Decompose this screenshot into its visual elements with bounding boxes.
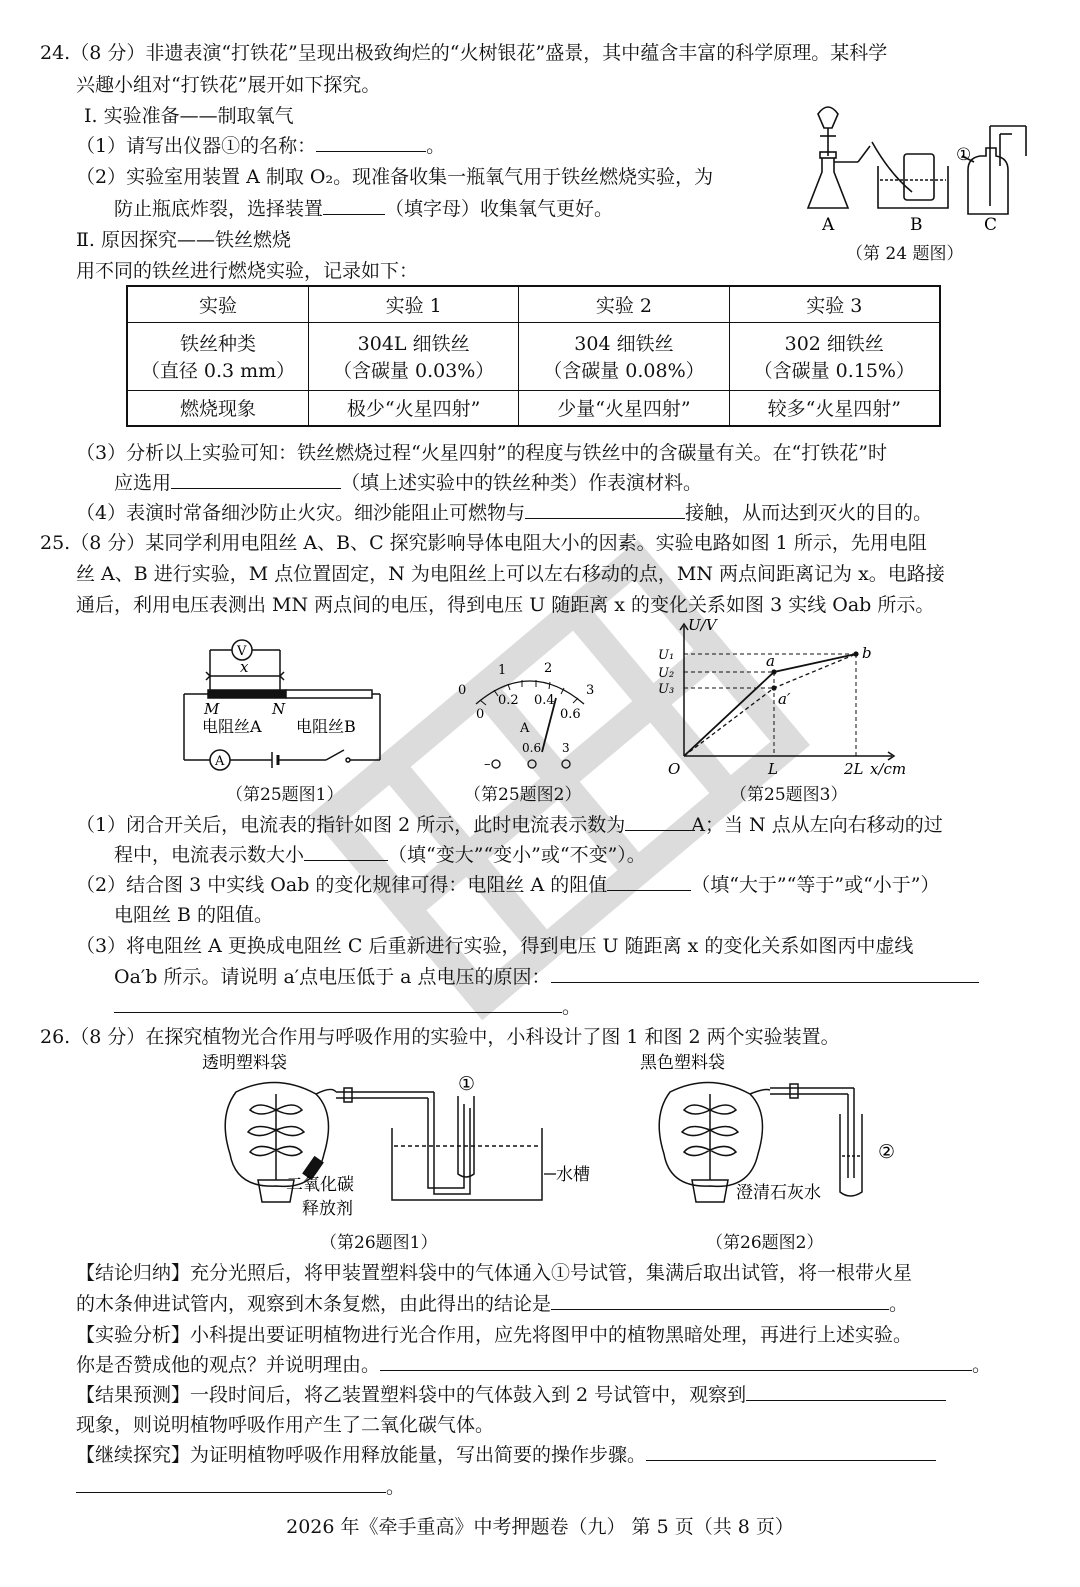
- q26-prediction-cont: 现象，则说明植物呼吸作用产生了二氧化碳气体。: [76, 1414, 495, 1436]
- point-b: [853, 651, 858, 656]
- q26-conclusion-cont: [76, 1291, 908, 1317]
- voltmeter-label: V: [237, 644, 247, 659]
- dial-arc: [476, 681, 584, 704]
- q24-part4: [76, 500, 932, 526]
- q24-part1: [76, 133, 445, 159]
- gas-bottle-icon: [968, 148, 1008, 214]
- x-tick-label: 2L: [844, 760, 864, 778]
- q25-fig3-caption: （第25题图3）: [730, 785, 848, 805]
- q24-part4-text: （4）表演时常备细沙防止火灾。细沙能阻止可燃物与: [76, 502, 526, 524]
- q24-part2-cont: [114, 196, 613, 222]
- answer-blank-q25-5[interactable]: [114, 994, 562, 1013]
- answer-blank-q25-3[interactable]: [607, 872, 691, 891]
- table-header-cell: 实验: [127, 286, 309, 322]
- q24-part3-cont: [114, 470, 702, 496]
- q25-line2: 丝 A、B 进行实验，M 点位置固定，N 为电阻丝上可以左右移动的点，MN 两点间距离记为 x。电路接: [76, 563, 945, 585]
- q25-circuit-figure: [176, 632, 396, 778]
- page-footer: 2026 年《牵手重高》中考押题卷（九） 第 5 页（共 8 页）: [286, 1516, 794, 1538]
- fig-label-a: A: [822, 215, 835, 235]
- fig-label-1: ①: [956, 145, 972, 165]
- limewater-label: 澄清石灰水: [736, 1183, 821, 1203]
- q26-analysis: 【实验分析】小科提出要证明植物进行光合作用，应先将图甲中的植物黑暗处理，再进行上述实验。: [76, 1324, 913, 1346]
- q25-part3-cont: [114, 964, 979, 990]
- q24-record-table: [126, 285, 941, 427]
- co2-releaser-label: 二氧化碳: [286, 1175, 354, 1195]
- q26-fig1-caption: （第26题图1）: [320, 1233, 438, 1253]
- wire-a-label: 电阻丝A: [202, 717, 262, 736]
- q25-part3-text: Oa′b 所示。请说明 a′点电压低于 a 点电压的原因：: [114, 966, 551, 988]
- cell-line: （含碳量 0.03%）: [332, 360, 495, 382]
- x-tick-label: L: [768, 760, 778, 778]
- water-tank-label: 水槽: [556, 1165, 590, 1185]
- fig-label-c: C: [984, 215, 998, 235]
- row-label-line: 铁丝种类: [179, 333, 256, 355]
- point-a: [771, 669, 776, 674]
- test-tube-2-icon: [840, 1114, 862, 1196]
- point-m-label: M: [204, 700, 220, 718]
- answer-blank-q26-5[interactable]: [76, 1474, 386, 1493]
- q26-fig2-apparatus: [640, 1046, 930, 1226]
- conical-flask-icon: [808, 158, 848, 208]
- q25-fig1-caption: （第25题图1）: [226, 785, 344, 805]
- water-tank-icon: [392, 1128, 542, 1200]
- q24-part1-end: 。: [426, 135, 446, 157]
- q26-heading: 26.（8 分）在探究植物光合作用与呼吸作用的实验中，小科设计了图 1 和图 2 两个实验装置。: [40, 1026, 840, 1048]
- table-cell: [729, 322, 940, 390]
- answer-blank-q25-2[interactable]: [304, 842, 388, 861]
- answer-blank-q26-1[interactable]: [551, 1291, 889, 1310]
- cell-line: 304 细铁丝: [574, 333, 674, 355]
- table-cell: 较多“火星四射”: [729, 390, 940, 426]
- cell-line: 304L 细铁丝: [357, 333, 470, 355]
- q24-heading: 24.（8 分）非遗表演“打铁花”呈现出极致绚烂的“火树银花”盛景，其中蕴含丰富的科学原理。某科学: [40, 42, 888, 64]
- answer-blank-q24-4[interactable]: [525, 500, 685, 519]
- answer-blank-q26-2[interactable]: [380, 1352, 972, 1371]
- answer-blank-q24-2[interactable]: [323, 196, 385, 215]
- q25-part2-text: （2）结合图 3 中实线 Oab 的变化规律可得：电阻丝 A 的阻值: [76, 874, 608, 896]
- q25-part2: [76, 872, 940, 898]
- switch-icon: [326, 750, 344, 760]
- dial-bottom-label: 0.6: [560, 707, 581, 722]
- wire-b-label: 电阻丝B: [296, 717, 356, 736]
- q25-part2-cont: 电阻丝 B 的阻值。: [114, 904, 274, 926]
- q26-fig1-apparatus: [196, 1054, 606, 1226]
- q24-section2-title: Ⅱ. 原因探究——铁丝燃烧: [76, 229, 291, 251]
- dial-top-label: 1: [498, 663, 507, 678]
- q24-part3: （3）分析以上实验可知：铁丝燃烧过程“火星四射”的程度与铁丝中的含碳量有关。在“打铁花”时: [76, 442, 887, 464]
- q26-further-line2: [76, 1474, 405, 1500]
- q24-part4-end: 接触，从而达到灭火的目的。: [685, 502, 933, 524]
- q24-part1-text: （1）请写出仪器①的名称：: [76, 135, 317, 157]
- q26-analysis-cont: [76, 1352, 991, 1378]
- q26-conclusion-end: 。: [889, 1293, 909, 1315]
- clamp-icon: [344, 1088, 352, 1102]
- funnel-icon: [818, 107, 838, 128]
- dial-bottom-label: 0: [476, 707, 485, 722]
- table-cell: [519, 322, 729, 390]
- q26-conclusion: 【结论归纳】充分光照后，将甲装置塑料袋中的气体通入①号试管，集满后取出试管，将一根带火星: [76, 1262, 913, 1284]
- q25-line3: 通后，利用电压表测出 MN 两点间的电压，得到电压 U 随距离 x 的变化关系如图 3 实线 Oab 所示。: [76, 594, 935, 616]
- q24-heading-cont: 兴趣小组对“打铁花”展开如下探究。: [76, 74, 381, 96]
- black-bag-label: 黑色塑料袋: [640, 1053, 725, 1073]
- origin-label: O: [668, 760, 681, 778]
- answer-blank-q24-1[interactable]: [316, 133, 426, 152]
- terminal-label: 3: [562, 741, 570, 755]
- q25-ammeter-dial-figure: [450, 652, 610, 778]
- ammeter-label: A: [215, 754, 225, 769]
- cell-line: （含碳量 0.08%）: [543, 360, 705, 382]
- row-label-line: （直径 0.3 mm）: [140, 360, 296, 382]
- distance-label: x: [240, 658, 249, 676]
- q24-figure-caption: （第 24 题图）: [846, 244, 964, 264]
- wire-a-icon: [208, 690, 286, 698]
- y-tick-label: U₁: [658, 648, 675, 663]
- table-row-label: 燃烧现象: [127, 390, 309, 426]
- q25-part1-end: （填“变大”“变小”或“不变”）。: [388, 844, 646, 866]
- q25-fig2-caption: （第25题图2）: [464, 785, 582, 805]
- table-row-label: [127, 322, 309, 390]
- cell-line: （含碳量 0.15%）: [753, 360, 915, 382]
- tube-2-label: ②: [878, 1141, 896, 1163]
- tube-1-label: ①: [458, 1073, 476, 1095]
- terminal-label: –: [484, 757, 491, 772]
- q25-voltage-graph-figure: [656, 616, 926, 780]
- test-tube-1-icon: [458, 1096, 474, 1177]
- q25-part1-text2: 程中，电流表示数大小: [114, 844, 305, 866]
- y-tick-label: U₂: [658, 666, 675, 681]
- answer-blank-q24-3[interactable]: [171, 470, 341, 489]
- point-label: a: [766, 652, 775, 670]
- dial-bottom-label: 0.4: [534, 693, 555, 708]
- q25-part1-text: （1）闭合开关后，电流表的指针如图 2 所示，此时电流表示数为: [76, 814, 626, 836]
- q24-part2-end: （填字母）收集氧气更好。: [385, 198, 614, 220]
- q24-section1-title: Ⅰ. 实验准备——制取氧气: [84, 105, 294, 127]
- q26-analysis-text: 你是否赞成他的观点？并说明理由。: [76, 1354, 381, 1376]
- q25-line1: 25.（8 分）某同学利用电阻丝 A、B、C 探究影响导体电阻大小的因素。实验电路如图 1 所示，先用电阻: [40, 532, 927, 554]
- co2-releaser-label2: 释放剂: [302, 1199, 353, 1219]
- y-tick-label: U₃: [658, 682, 675, 697]
- clamp-icon: [790, 1084, 798, 1098]
- q24-table-intro: 用不同的铁丝进行燃烧实验，记录如下：: [76, 260, 419, 282]
- point-n-label: N: [272, 700, 286, 718]
- black-bag-icon: [659, 1082, 762, 1186]
- q25-part3-line2: [114, 994, 581, 1020]
- x-axis-label: x/cm: [870, 760, 907, 778]
- wire-b-icon: [286, 690, 372, 698]
- q26-fig2-caption: （第26题图2）: [706, 1233, 824, 1253]
- point-a-prime: [771, 685, 776, 690]
- dial-bottom-label: 0.2: [498, 693, 519, 708]
- q26-further-end: 。: [386, 1476, 406, 1498]
- dial-top-label: 0: [458, 683, 467, 698]
- water-trough-icon: [878, 166, 948, 208]
- table-header-cell: 实验 2: [519, 286, 729, 322]
- point-label: b: [862, 644, 872, 662]
- transparent-bag-label: 透明塑料袋: [202, 1054, 287, 1073]
- point-label: a′: [778, 690, 791, 708]
- q26-prediction: [76, 1382, 946, 1408]
- table-cell: 极少“火星四射”: [309, 390, 519, 426]
- q26-prediction-text: 【结果预测】一段时间后，将乙装置塑料袋中的气体鼓入到 2 号试管中，观察到: [76, 1384, 747, 1406]
- dial-top-label: 2: [544, 661, 553, 676]
- q24-part3-end: （填上述实验中的铁丝种类）作表演材料。: [341, 472, 703, 494]
- y-axis-label: U/V: [688, 616, 717, 634]
- dial-top-label: 3: [586, 683, 595, 698]
- flower-pot-icon: [692, 1180, 728, 1202]
- q25-part1-mid: A；当 N 点从左向右移动的过: [691, 814, 943, 836]
- dial-unit-label: A: [520, 721, 530, 736]
- q26-further-text: 【继续探究】为证明植物呼吸作用释放能量，写出简要的操作步骤。: [76, 1444, 647, 1466]
- q24-part3-text: 应选用: [114, 472, 172, 494]
- q25-part2-end: （填“大于”“等于”或“小于”）: [691, 874, 940, 896]
- answer-blank-q26-4[interactable]: [646, 1442, 936, 1461]
- answer-blank-q25-4[interactable]: [551, 964, 979, 983]
- q26-analysis-end: 。: [972, 1354, 992, 1376]
- q24-part2: （2）实验室用装置 A 制取 O₂。现准备收集一瓶氧气用于铁丝燃烧实验，为: [76, 166, 714, 188]
- table-cell: [309, 322, 519, 390]
- table-header-cell: 实验 1: [309, 286, 519, 322]
- fig-label-b: B: [910, 215, 923, 235]
- q25-part3: （3）将电阻丝 A 更换成电阻丝 C 后重新进行实验，得到电压 U 随距离 x 的变化关系如图丙中虚线: [76, 935, 914, 957]
- q25-part3-end: 。: [562, 996, 582, 1018]
- q26-further: [76, 1442, 936, 1468]
- cell-line: 302 细铁丝: [784, 333, 884, 355]
- q25-part1: [76, 812, 943, 838]
- q24-part2-text: 防止瓶底炸裂，选择装置: [114, 198, 324, 220]
- q25-part1-cont: [114, 842, 646, 868]
- table-cell: 少量“火星四射”: [519, 390, 729, 426]
- answer-blank-q26-3[interactable]: [746, 1382, 946, 1401]
- terminal-label: 0.6: [522, 741, 542, 755]
- answer-blank-q25-1[interactable]: [625, 812, 691, 831]
- table-header-cell: 实验 3: [729, 286, 940, 322]
- q26-conclusion-text: 的木条伸进试管内，观察到木条复燃，由此得出的结论是: [76, 1293, 552, 1315]
